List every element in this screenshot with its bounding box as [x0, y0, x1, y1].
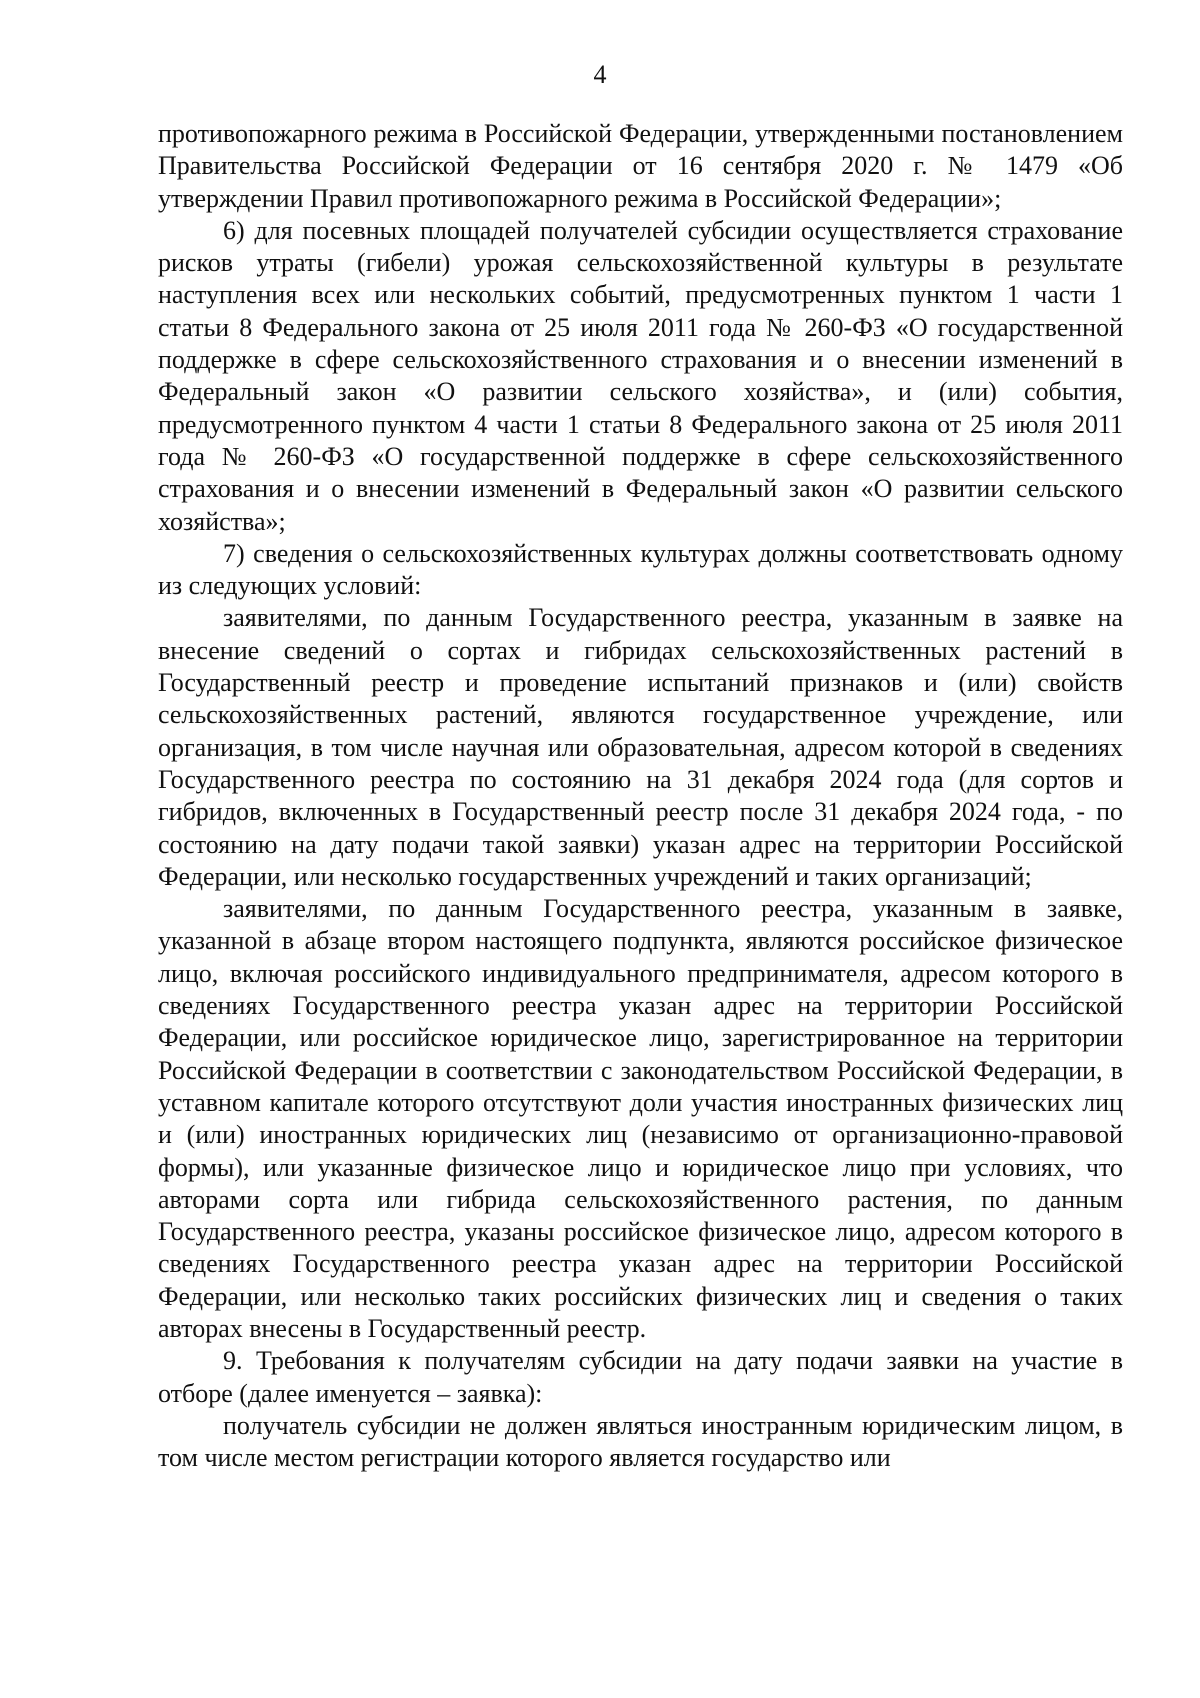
paragraph-foreign-entity-requirement: получатель субсидии не должен являться иностранным юридическим лицом, в том числе местом регистрации которого является государство или	[158, 1410, 1123, 1473]
paragraph-fire-regime-continuation: противопожарного режима в Российской Федерации, утвержденными постановлением Правительства Российской Федерации от 16 сентября 2020 г. № 1479 «Об утверждении Правил противопожарного режима в Российской Федерации»;	[158, 119, 1123, 213]
paragraph-item-6-insurance: 6) для посевных площадей получателей субсидии осуществляется страхование рисков утраты (гибели) урожая сельскохозяйственной культуры в результате наступления всех или нескольких событий, предусмотренных пунктом 1 части 1 статьи 8 Федерального закона от 25 июля 2011 года № 260-ФЗ «О государственной поддержке в сфере сельскохозяйственного страхования и о внесении изменений в Федеральный закон «О развитии сельского хозяйства», и (или) события, предусмотренного пунктом 4 части 1 статьи 8 Федерального закона от 25 июля 2011 года № 260-ФЗ «О государственной поддержке в сфере сельскохозяйственного страхования и о внесении изменений в Федеральный закон «О развитии сельского хозяйства»;	[158, 215, 1123, 536]
paragraph-applicants-state-institutions: заявителями, по данным Государственного реестра, указанным в заявке на внесение сведений о сортах и гибридах сельскохозяйственных растений в Государственный реестр и проведение испытаний признаков и (или) свойств сельскохозяйственных растений, являются государственное учреждение, или организация, в том числе научная или образовательная, адресом которой в сведениях Государственного реестра по состоянию на 31 декабря 2024 года (для сортов и гибридов, включенных в Государственный реестр после 31 декабря 2024 года, - по состоянию на дату подачи такой заявки) указан адрес на территории Российской Федерации, или несколько государственных учреждений и таких организаций;	[158, 603, 1123, 891]
paragraph-item-7-crops: 7) сведения о сельскохозяйственных культурах должны соответствовать одному из следующих условий:	[158, 538, 1123, 601]
paragraph-applicants-russian-persons: заявителями, по данным Государственного реестра, указанным в заявке, указанной в абзаце втором настоящего подпункта, являются российское физическое лицо, включая российского индивидуального предпринимателя, адресом которого в сведениях Государственного реестра указан адрес на территории Российской Федерации, или российское юридическое лицо, зарегистрированное на территории Российской Федерации в соответствии с законодательством Российской Федерации, в уставном капитале которого отсутствуют доли участия иностранных физических лиц и (или) иностранных юридических лиц (независимо от организационно-правовой формы), или указанные физическое лицо и юридическое лицо при условиях, что авторами сорта или гибрида сельскохозяйственного растения, по данным Государственного реестра, указаны российское физическое лицо, адресом которого в сведениях Государственного реестра указан адрес на территории Российской Федерации, или несколько таких российских физических лиц и сведения о таких авторах внесены в Государственный реестр.	[158, 894, 1123, 1343]
document-body	[158, 118, 1123, 1474]
paragraph-item-9-requirements: 9. Требования к получателям субсидии на дату подачи заявки на участие в отборе (далее именуется – заявка):	[158, 1346, 1123, 1408]
page-number: 4	[593, 60, 607, 89]
